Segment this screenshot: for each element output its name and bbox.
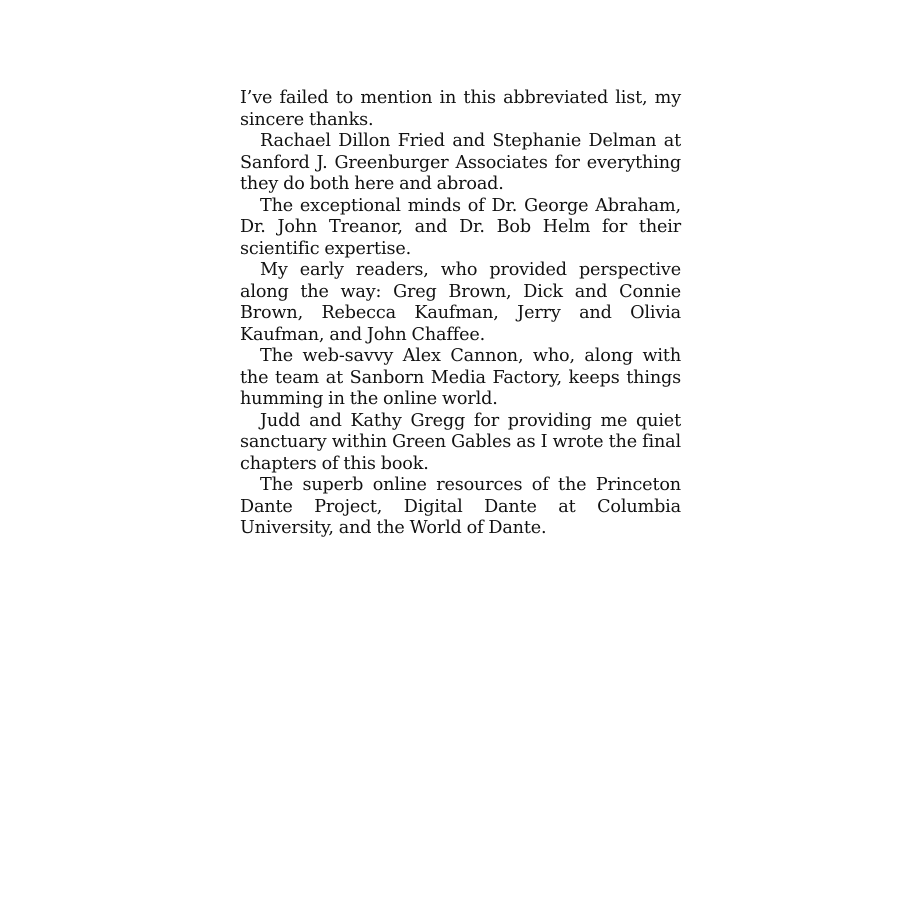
paragraph-continuation: I’ve failed to mention in this abbreviated list, my sincere thanks. xyxy=(240,88,681,130)
acknowledgments-text-block xyxy=(240,88,681,540)
paragraph-agents: Rachael Dillon Fried and Stephanie Delman at Sanford J. Greenburger Associates for everything they do both here and abroad. xyxy=(240,131,681,194)
paragraph-scientific-experts: The exceptional minds of Dr. George Abraham, Dr. John Treanor, and Dr. Bob Helm for their scientific expertise. xyxy=(240,195,681,259)
paragraph-online-resources: The superb online resources of the Princeton Dante Project, Digital Dante at Columbia University, and the World of Dante. xyxy=(240,475,681,538)
paragraph-web-team: The web-savvy Alex Cannon, who, along with the team at Sanborn Media Factory, keeps things humming in the online world. xyxy=(240,346,681,409)
paragraph-sanctuary: Judd and Kathy Gregg for providing me quiet sanctuary within Green Gables as I wrote the final chapters of this book. xyxy=(240,410,681,474)
paragraph-early-readers: My early readers, who provided perspective along the way: Greg Brown, Dick and Connie Brown, Rebecca Kaufman, Jerry and Olivia Kaufman, and John Chaffee. xyxy=(240,260,681,345)
